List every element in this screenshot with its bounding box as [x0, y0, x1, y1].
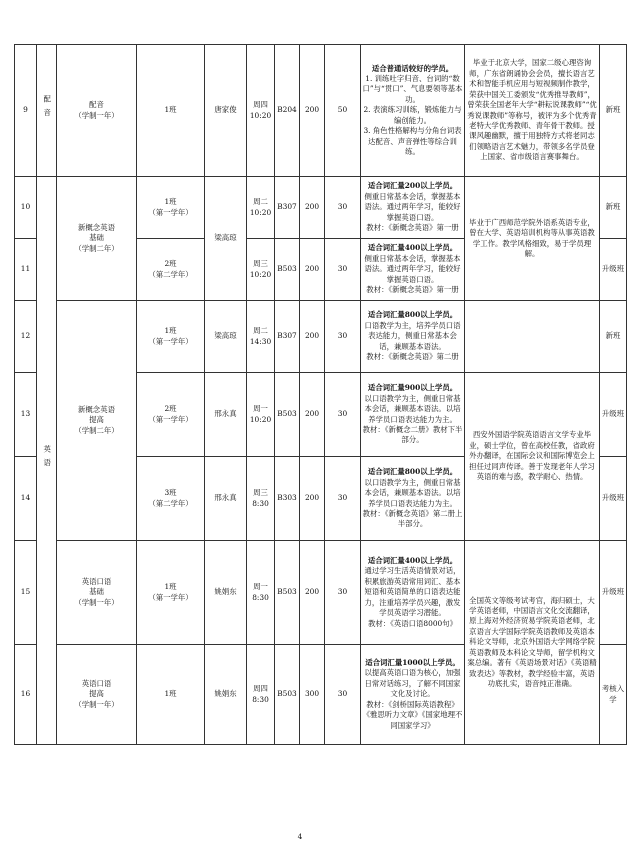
teacher-name: 唐家俊: [205, 45, 247, 177]
row-number: 12: [15, 301, 37, 373]
tuition-fee: 200: [300, 373, 325, 457]
class-time: 周一 8:30: [247, 541, 275, 645]
course-name: 英语口语 基础 （学制一年）: [57, 541, 137, 645]
course-description: 适合普通话较好的学员。 1. 训练吐字归音、台词的“数口”与“贯口”、气息要领等基本功。 2. 表演练习训练，锻炼能力与编创能力。 3. 角色性格解构与分角台词表达配音、声音弹性等综合训练。: [361, 45, 465, 177]
class-name: 1班: [137, 645, 205, 745]
capacity: 50: [325, 45, 361, 177]
row-number: 9: [15, 45, 37, 177]
course-description: 适合词汇量400以上学员。 侧重日常基本会话，掌握基本语法。通过两年学习，能较好掌握英语口语。 教材：《新概念英语》第一册: [361, 239, 465, 301]
course-description: 适合词汇量1000以上学员。 以提高英语口语为核心，加强日常对话练习，了解不同国家文化及讨论。 教材：《剑桥国际英语教程》《雅思听力文章》《国家地理不同国家学习》: [361, 645, 465, 745]
tuition-fee: 200: [300, 301, 325, 373]
category-cell: 配音: [37, 45, 57, 177]
capacity: 30: [325, 301, 361, 373]
classroom: B307: [275, 301, 300, 373]
class-status: 新班: [600, 177, 627, 239]
class-name: 1班 （第一学年）: [137, 541, 205, 645]
classroom: B503: [275, 645, 300, 745]
table-row: [15, 45, 627, 177]
capacity: 30: [325, 373, 361, 457]
category-cell: 英语: [37, 177, 57, 745]
teacher-name: 邢永真: [205, 373, 247, 457]
tuition-fee: 200: [300, 45, 325, 177]
class-status: 升级班: [600, 239, 627, 301]
class-name: 1班: [137, 45, 205, 177]
capacity: 30: [325, 457, 361, 541]
class-time: 周四 10:20: [247, 45, 275, 177]
class-status: 升级班: [600, 373, 627, 457]
teacher-name: 邢永真: [205, 457, 247, 541]
class-time: 周二 10:20: [247, 177, 275, 239]
class-name: 3班 （第二学年）: [137, 457, 205, 541]
class-name: 2班 （第一学年）: [137, 373, 205, 457]
row-number: 15: [15, 541, 37, 645]
class-name: 1班 （第一学年）: [137, 177, 205, 239]
capacity: 30: [325, 239, 361, 301]
course-description: 适合词汇量400以上学员。 通过学习生活英语情景对话，积累旅游英语常用词汇、基本短语和英语简单的口语表达能力，注重培养学员兴趣，激发学员英语学习潜能。 教材：《英语口语8000句》: [361, 541, 465, 645]
classroom: B503: [275, 541, 300, 645]
course-description: 适合词汇量200以上学员。 侧重日常基本会话，掌握基本语法。通过两年学习，能较好掌握英语口语。 教材：《新概念英语》第一册: [361, 177, 465, 239]
course-name: 新概念英语 提高 （学制二年）: [57, 301, 137, 541]
class-time: 周三 10:20: [247, 239, 275, 301]
course-name: 新概念英语 基础 （学制二年）: [57, 177, 137, 301]
capacity: 30: [325, 541, 361, 645]
classroom: B204: [275, 45, 300, 177]
row-number: 14: [15, 457, 37, 541]
row-number: 16: [15, 645, 37, 745]
class-status: 新班: [600, 45, 627, 177]
table-row: [15, 541, 627, 645]
teacher-intro: 西安外国语学院英语语言文学专业毕业，硕士学位，曾在高校任教，省政府外办翻译，在国际会议和国际博览会上担任过同声传译。善于发现老年人学习英语的难与惑，教学耐心、热情。: [465, 373, 600, 541]
tuition-fee: 200: [300, 239, 325, 301]
course-name: 配音 （学制一年）: [57, 45, 137, 177]
course-description: 适合词汇量800以上学员。 口语教学为主，培养学员口语表达能力，侧重日常基本会话，兼顾基本语法。 教材：《新概念英语》第二册: [361, 301, 465, 373]
classroom: B307: [275, 177, 300, 239]
teacher-intro: 毕业于广西师范学院外语系英语专业，曾在大学、英语培训机构等从事英语教学工作。教学风格细致，易于学员理解。: [465, 177, 600, 301]
course-description: 适合词汇量800以上学员。 以口语教学为主，侧重日常基本会话，兼顾基本语法。以培养学员口语表达能力为主。 教材：《新概念英语》第二册上半部分。: [361, 457, 465, 541]
tuition-fee: 200: [300, 457, 325, 541]
page-number: 4: [297, 832, 303, 841]
teacher-name: 梁高琼: [205, 177, 247, 301]
class-name: 1班 （第一学年）: [137, 301, 205, 373]
class-time: 周一 10:20: [247, 373, 275, 457]
teacher-intro: 毕业于北京大学，国家二级心理咨询师，广东省朗诵协会会员，擅长语言艺术和智能手机应用与短视频制作教学，荣获中国关工委颁发“优秀推导教师”，曾荣获全国老年大学“耕耘说课教师”“优秀说课教师”等称号，被评为多个优秀青老特大学优秀教师、青年骨干教师。授课风趣幽默，擅于用独特方式将老同志们领略语言艺术魅力，带领多名学员登上国家、省市级语言赛事舞台。: [465, 45, 600, 177]
teacher-name: 梁高琼: [205, 301, 247, 373]
capacity: 30: [325, 645, 361, 745]
capacity: 30: [325, 177, 361, 239]
class-status: 考核入学: [600, 645, 627, 745]
course-name: 英语口语 提高 （学制一年）: [57, 645, 137, 745]
row-number: 11: [15, 239, 37, 301]
tuition-fee: 300: [300, 645, 325, 745]
class-time: 周三 8:30: [247, 457, 275, 541]
class-time: 周四 8:30: [247, 645, 275, 745]
class-status: 新班: [600, 301, 627, 373]
course-schedule-table: [14, 44, 627, 745]
classroom: B303: [275, 457, 300, 541]
row-number: 10: [15, 177, 37, 239]
class-status: 升级班: [600, 541, 627, 645]
tuition-fee: 200: [300, 177, 325, 239]
class-time: 周二 14:30: [247, 301, 275, 373]
teacher-name: 姚娟东: [205, 645, 247, 745]
class-status: 升级班: [600, 457, 627, 541]
class-name: 2班 （第二学年）: [137, 239, 205, 301]
tuition-fee: 200: [300, 541, 325, 645]
teacher-intro: [465, 301, 600, 373]
classroom: B503: [275, 239, 300, 301]
table-row: [15, 177, 627, 239]
table-row: [15, 301, 627, 373]
classroom: B503: [275, 373, 300, 457]
teacher-name: 姚娟东: [205, 541, 247, 645]
teacher-intro: 全国英文等级考试考官，海归硕士，大学英语老师，中国语言文化交流翻译，原上海对外经济贸易学院英语老师，北京语言大学国际学院英语教师及英语本科论文导师，北京外国语大学网络学院英语教师及本科论文导师，留学机构文案总编。著有《英语场景对话》《英语精致表达》等教材，教学经验丰富，英语功底扎实，语音纯正准确。: [465, 541, 600, 745]
course-description: 适合词汇量900以上学员。 以口语教学为主，侧重日常基本会话，兼顾基本语法。以培养学员口语表达能力为主。 教材：《新概念二册》教材下半部分。: [361, 373, 465, 457]
row-number: 13: [15, 373, 37, 457]
